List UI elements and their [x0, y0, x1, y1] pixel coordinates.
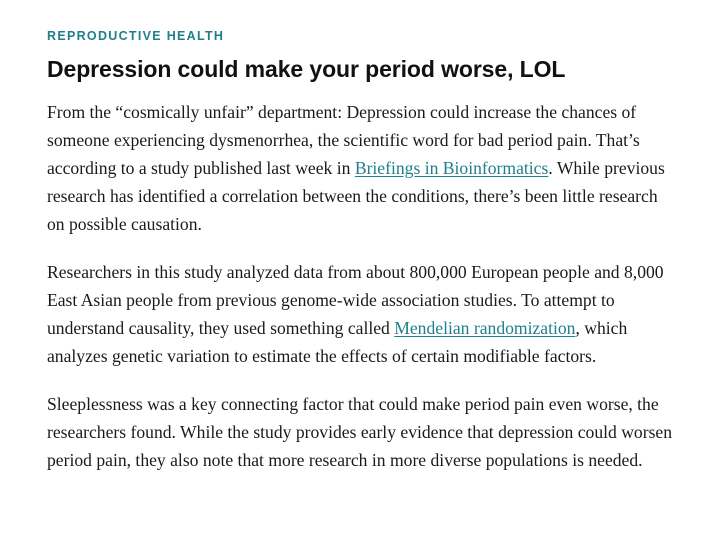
- article: [47, 28, 677, 474]
- mendelian-randomization-link[interactable]: Mendelian randomization: [394, 318, 576, 338]
- article-paragraph-1: [47, 98, 677, 238]
- section-kicker[interactable]: REPRODUCTIVE HEALTH: [47, 29, 225, 43]
- briefings-in-bioinformatics-link[interactable]: Briefings in Bioinformatics: [354, 158, 549, 178]
- paragraph-text: From the “cosmically unfair” department: Depression could increase the chances of someone experiencing dysmenorrhea, the scientific word for bad period pain. That’s according to a study published last week in: [47, 102, 640, 178]
- article-paragraph-2: [47, 258, 677, 370]
- paragraph-text: , which analyzes genetic variation to estimate the effects of certain modifiable factors.: [47, 318, 628, 366]
- paragraph-text: Researchers in this study analyzed data from about 800,000 European people and 8,000 East Asian people from previous genome-wide association studies. To attempt to understand causality, they used something called: [47, 262, 664, 338]
- paragraph-text: . While previous research has identified a correlation between the conditions, there’s been little research on possible causation.: [47, 158, 665, 234]
- article-headline: Depression could make your period worse, LOL: [47, 56, 566, 82]
- article-paragraph-3: Sleeplessness was a key connecting factor that could make period pain even worse, the researchers found. While the study provides early evidence that depression could worsen period pain, they also note that more research in more diverse populations is needed.: [47, 394, 673, 470]
